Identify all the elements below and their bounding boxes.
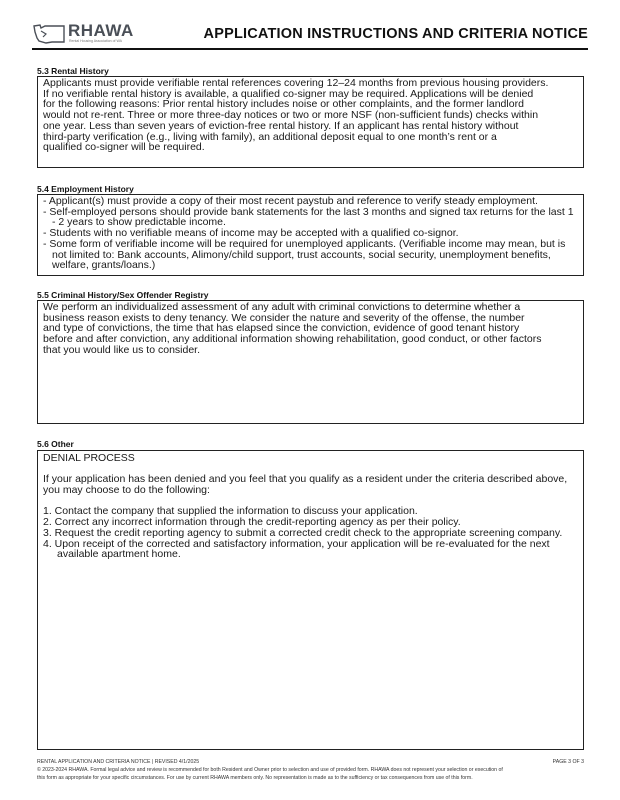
logo-tagline: Rental Housing Association of WA (69, 39, 122, 43)
page-header (32, 22, 588, 50)
footer-disclaimer-line-2: this form as appropriate for your specific circumstances. For use by current RHAWA members only. No representation is made as to the sufficiency or tax consequences from use of this form. (37, 774, 473, 781)
employment-requirement-item: - Applicant(s) must provide a copy of their most recent paystub and reference to verify steady employment. (43, 195, 538, 207)
rental-history-line: qualified co-signer will be required. (43, 141, 205, 154)
document-title: APPLICATION INSTRUCTIONS AND CRITERIA NOTICE (203, 26, 588, 42)
rental-history-box (37, 76, 584, 168)
denial-step-item: 1. Contact the company that supplied the information to discuss your application. (43, 505, 418, 518)
section-heading-other: 5.6 Other (37, 439, 74, 449)
washington-state-icon (32, 23, 66, 45)
criminal-history-line: that you would like us to consider. (43, 343, 201, 356)
rental-history-line: one year. Less than seven years of eviction-free rental history. If an applicant has rental history without (43, 119, 519, 132)
logo-text: RHAWA (68, 21, 134, 40)
denial-steps-list (43, 506, 579, 560)
footer-meta (37, 759, 584, 765)
rental-history-line: If no verifiable rental history is available, a qualified co-signer may be required. Applications will be denied (43, 87, 534, 100)
section-heading-criminal-history: 5.5 Criminal History/Sex Offender Registry (37, 290, 209, 300)
employment-requirement-item: - Students with no verifiable means of income may be accepted with a qualified co-signor. (43, 227, 459, 240)
criminal-history-box (37, 300, 584, 424)
other-box (37, 450, 584, 750)
criminal-history-line: business reason exists to deny tenancy. We consider the nature and severity of the offense, the number (43, 311, 525, 324)
rental-history-line: for the following reasons: Prior rental history includes noise or other complaints, and the former landlord (43, 98, 524, 111)
denial-step-item: 3. Request the credit reporting agency to submit a corrected credit check to the appropriate screening company. (43, 526, 563, 539)
rental-history-line: third-party verification (e.g., living with family), an additional deposit equal to one month’s rent or a (43, 130, 497, 143)
denial-step-item: 4. Upon receipt of the corrected and satisfactory information, your application will be re-evaluated for the next available apartment home. (43, 537, 550, 561)
employment-requirement-item: - Self-employed persons should provide bank statements for the last 3 months and signed tax returns for the last 1 - 2 years to show predictable income. (43, 205, 574, 229)
section-heading-rental-history: 5.3 Rental History (37, 66, 109, 76)
rhawa-logo (32, 22, 152, 46)
criminal-history-line: before and after conviction, any additional information showing rehabilitation, good conduct, or other factors (43, 333, 542, 346)
denial-process-title: DENIAL PROCESS (43, 452, 135, 464)
employment-history-box (37, 194, 584, 276)
section-heading-employment-history: 5.4 Employment History (37, 184, 134, 194)
criminal-history-line: We perform an individualized assessment of any adult with criminal convictions to determine whether a (43, 301, 521, 313)
footer-form-name: RENTAL APPLICATION AND CRITERIA NOTICE | REVISED 4/1/2025 (37, 759, 200, 765)
denial-intro: If your application has been denied and you feel that you qualify as a resident under the criteria described above, you may choose to do the following: (43, 473, 568, 497)
denial-step-item: 2. Correct any incorrect information through the credit-reporting agency as per their policy. (43, 516, 461, 529)
criminal-history-line: and type of convictions, the time that has elapsed since the conviction, evidence of good tenant history (43, 322, 520, 335)
footer-page-number: PAGE 3 OF 3 (552, 759, 584, 765)
rental-history-line: would not re-rent. Three or more three-day notices or two or more NSF (non-sufficient funds) checks within (43, 109, 539, 122)
footer-disclaimer (37, 767, 584, 782)
footer-disclaimer-line-1: © 2023-2024 RHAWA. Formal legal advice and review is recommended for both Resident and Owner prior to selection and use of provided form. RHAWA does not represent your selection or execution of (37, 767, 503, 773)
rental-history-line: Applicants must provide verifiable rental references covering 12–24 months from previous housing providers. (43, 77, 549, 89)
employment-requirement-item: - Some form of verifiable income will be required for unemployed applicants. (Verifiable income may mean, but is not limited to: Bank accounts, Alimony/child support, trust accounts, social security, unemployment benefits, welfare, grants/loans.) (43, 237, 566, 272)
